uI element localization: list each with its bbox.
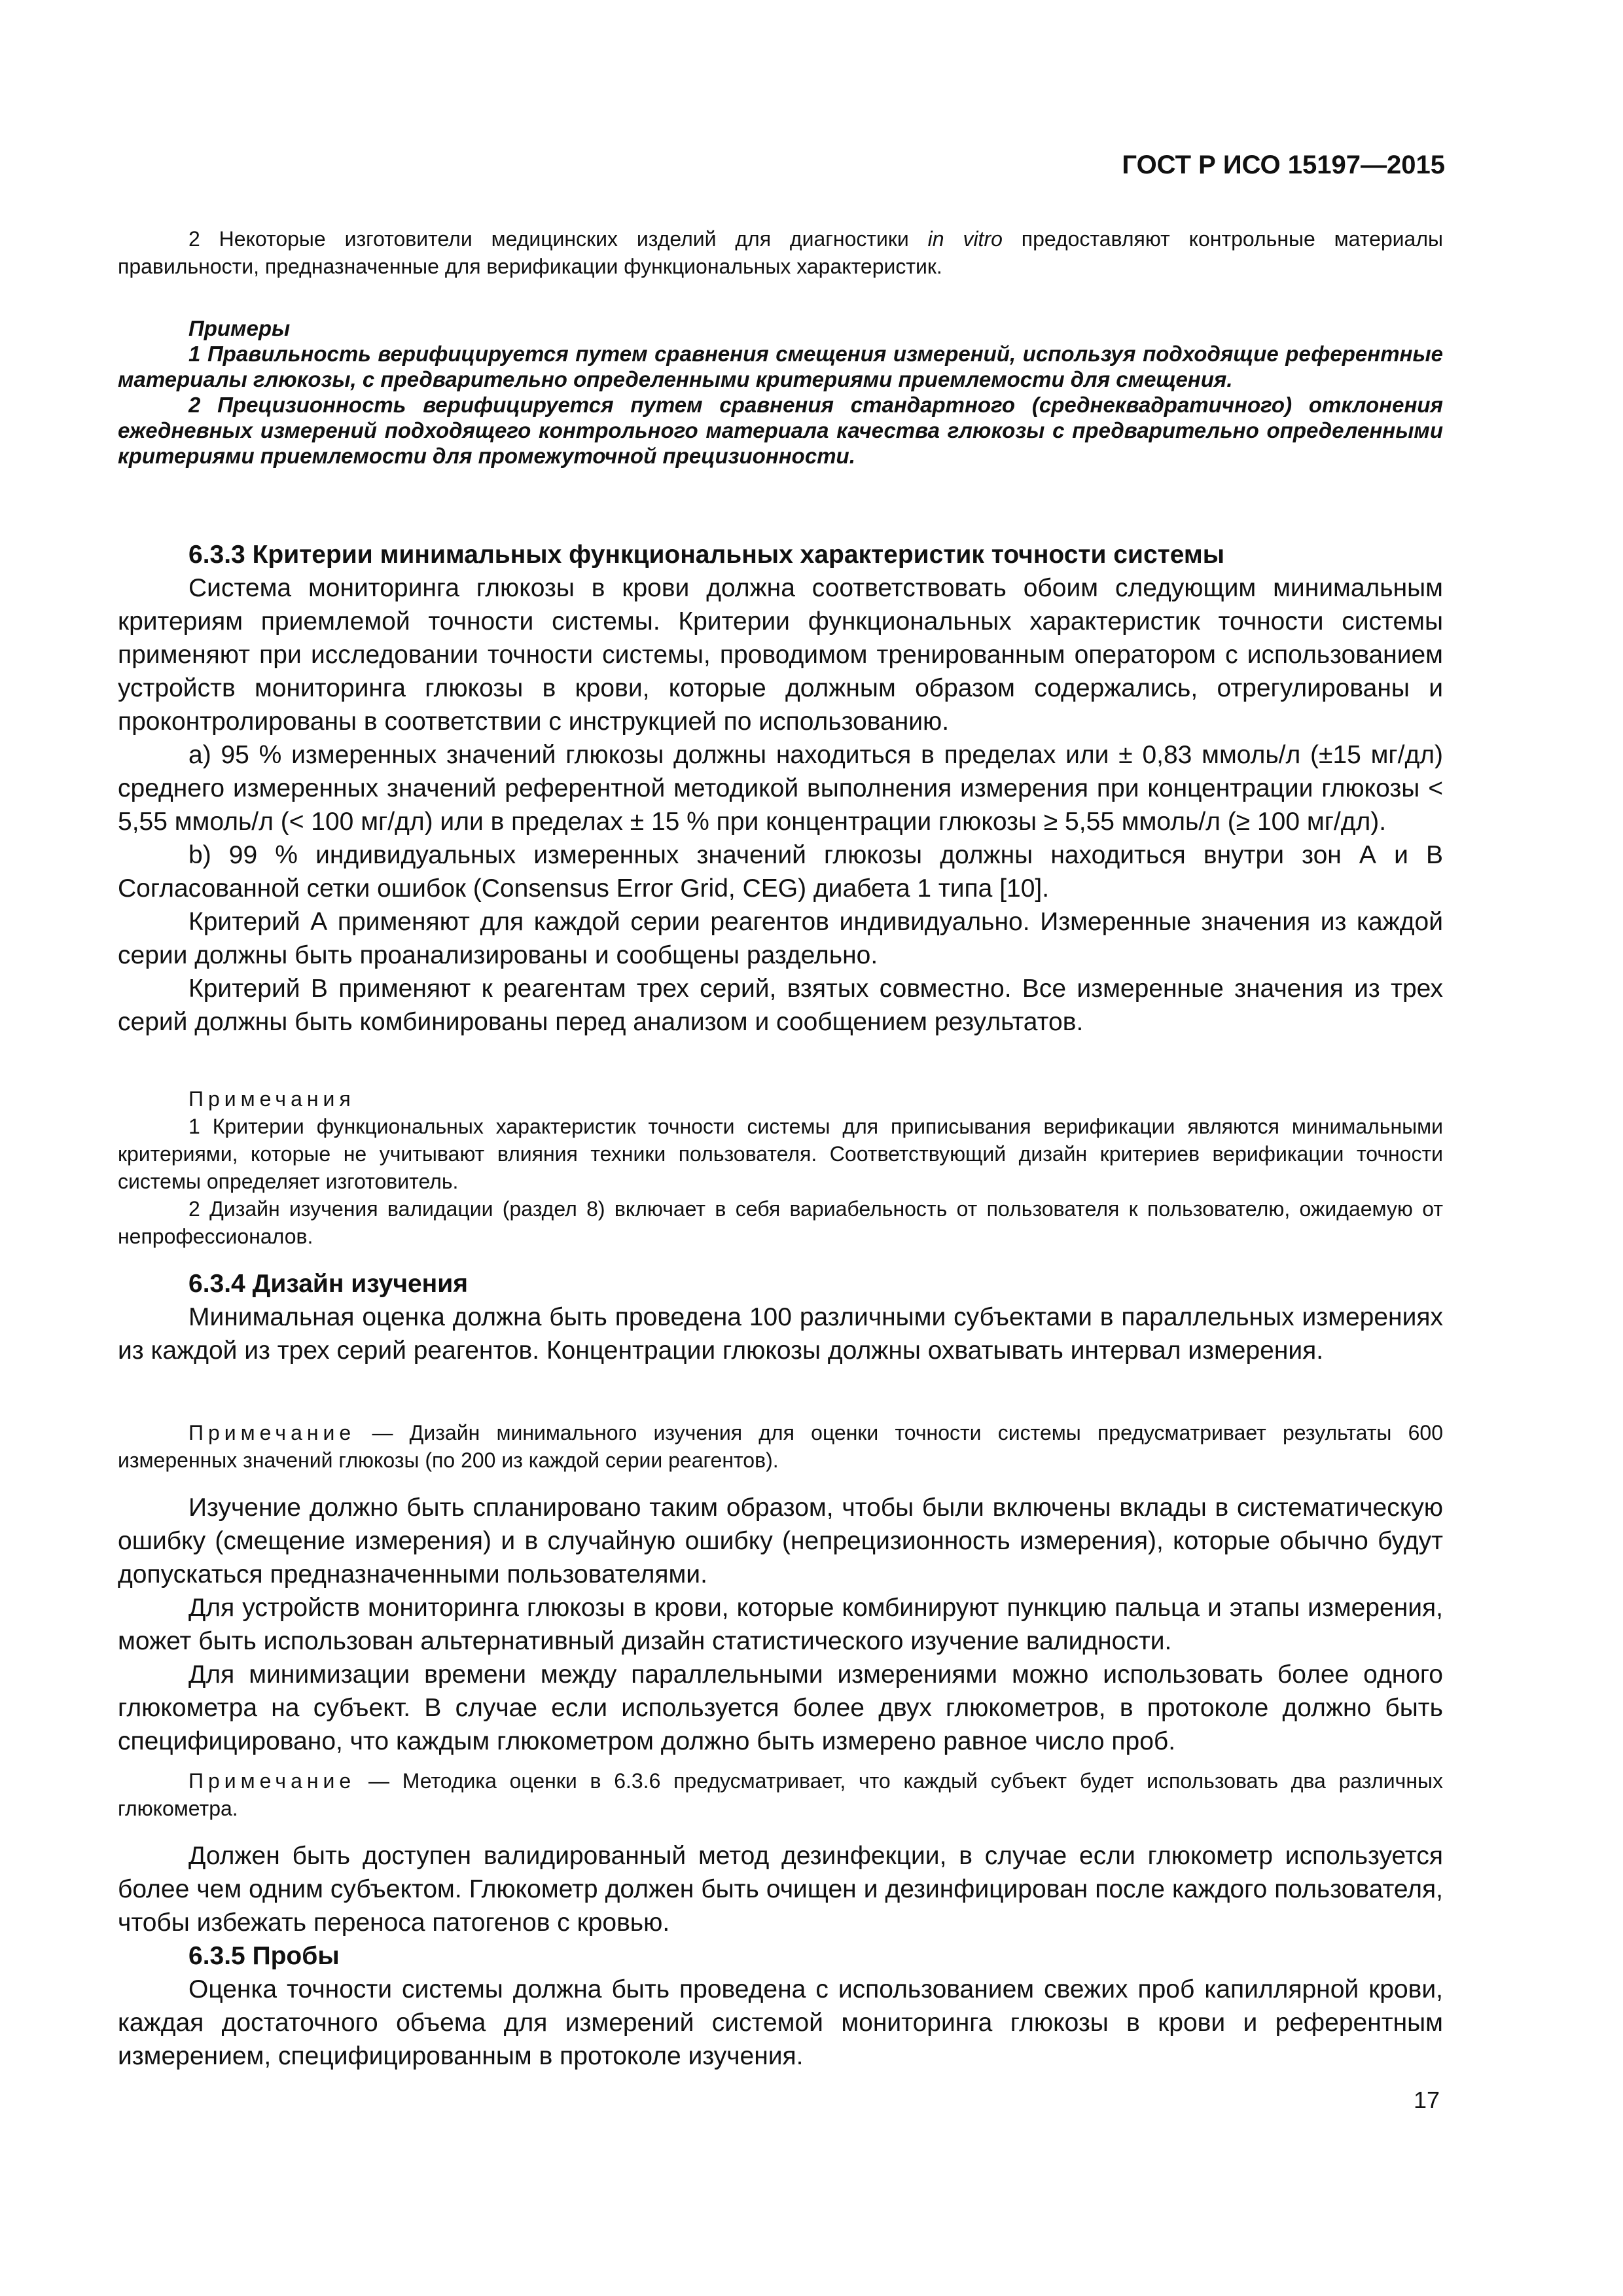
example-1: 1 Правильность верифицируется путем сравнения смещения измерений, используя подходящие референтные материалы глюкозы, с предварительно определенными критериями приемлемости для смещения. xyxy=(118,342,1443,391)
section-6-3-3 xyxy=(118,538,1443,1039)
section-6-3-4-tail xyxy=(118,1839,1443,2073)
paragraph: Минимальная оценка должна быть проведена 100 различными субъектами в параллельных измерениях из каждой из трех серий реагентов. Концентрации глюкозы должны охватывать интервал измерения. xyxy=(118,1303,1443,1365)
note-text: — Дизайн минимального изучения для оценки точности системы предусматривает результаты 600 измеренных значений глюкозы (по 200 из каждой серии реагентов). xyxy=(118,1421,1443,1472)
paragraph: Изучение должно быть спланировано таким образом, чтобы были включены вклады в систематическую ошибку (смещение измерения) и в случайную ошибку (непрецизионность измерения), которые обычно будут допускаться предназначенными пользователями. xyxy=(118,1494,1443,1588)
note-paragraph xyxy=(118,1419,1443,1474)
note-label: Примечание xyxy=(188,1769,356,1793)
note-paragraph xyxy=(118,1767,1443,1822)
section-6-3-4 xyxy=(118,1267,1443,1367)
section-heading: 6.3.3 Критерии минимальных функциональных характеристик точности системы xyxy=(188,541,1225,569)
paragraph: Оценка точности системы должна быть проведена с использованием свежих проб капиллярной крови, каждая достаточного объема для измерений системой мониторинга глюкозы в крови и референтным измерением, специфицированным в протоколе изучения. xyxy=(118,1975,1443,2070)
top-note-part2: предоставляют контрольные материалы правильности, предназначенные для верификации функциональных характеристик. xyxy=(118,227,1444,278)
section-heading-6-3-5: 6.3.5 Пробы xyxy=(188,1942,340,1970)
paragraph-criterion-b: Критерий В применяют к реагентам трех серий, взятых совместно. Все измеренные значения из трех серий должны быть комбинированы перед анализом и сообщением результатов. xyxy=(118,975,1443,1036)
top-note-part1: 2 Некоторые изготовители медицинских изделий для диагностики xyxy=(188,227,928,251)
section-heading: 6.3.4 Дизайн изучения xyxy=(188,1270,468,1298)
note-2: 2 Дизайн изучения валидации (раздел 8) включает в себя вариабельность от пользователя к пользователю, ожидаемую от непрофессионалов. xyxy=(118,1197,1443,1248)
paragraph: Система мониторинга глюкозы в крови должна соответствовать обоим следующим минимальным критериям приемлемой точности системы. Критерии функциональных характеристик точности системы применяют при исследовании точности системы, проводимом тренированным оператором с использованием устройств мониторинга глюкозы в крови, которые должным образом содержались, отрегулированы и проконтролированы в соответствии с инструкцией по использованию. xyxy=(118,574,1443,736)
section-6-3-4-note-2 xyxy=(118,1767,1443,1822)
paragraph: Для устройств мониторинга глюкозы в крови, которые комбинируют пункцию пальца и этапы измерения, может быть использован альтернативный дизайн статистического изучение валидности. xyxy=(118,1594,1443,1655)
note-1: 1 Критерии функциональных характеристик точности системы для приписывания верификации являются минимальными критериями, которые не учитывают влияния техники пользователя. Соответствующий дизайн критериев верификации точности системы определяет изготовитель. xyxy=(118,1115,1443,1193)
top-note-italic: in vitro xyxy=(927,227,1003,251)
paragraph-criterion-a: Критерий А применяют для каждой серии реагентов индивидуально. Измеренные значения из каждой серии должны быть проанализированы и сообщены раздельно. xyxy=(118,908,1443,969)
notes-title: Примечания xyxy=(188,1087,355,1111)
section-6-3-3-notes xyxy=(118,1085,1443,1250)
examples-block xyxy=(118,315,1443,469)
section-6-3-4-body xyxy=(118,1491,1443,1758)
example-2: 2 Прецизионность верифицируется путем сравнения стандартного (среднеквадратичного) отклонения ежедневных измерений подходящего контрольного материала качества глюкозы с предварительно определенными критериями приемлемости для промежуточной прецизионности. xyxy=(118,393,1443,468)
paragraph: Для минимизации времени между параллельными измерениями можно использовать более одного глюкометра на субъект. В случае если используется более двух глюкометров, в протоколе должно быть специфицировано, что каждым глюкометром должно быть измерено равное число проб. xyxy=(118,1660,1443,1755)
document-id-header: ГОСТ Р ИСО 15197—2015 xyxy=(1122,151,1445,179)
note-text: — Методика оценки в 6.3.6 предусматривает, что каждый субъект будет использовать два различных глюкометра. xyxy=(118,1769,1443,1820)
section-6-3-4-note-1 xyxy=(118,1419,1443,1474)
list-item-a: a) 95 % измеренных значений глюкозы должны находиться в пределах или ± 0,83 ммоль/л (±15 мг/дл) среднего измеренных значений референтной методикой выполнения измерения при концентрации глюкозы < 5,55 ммоль/л (< 100 мг/дл) или в пределах ± 15 % при концентрации глюкозы ≥ 5,55 ммоль/л (≥ 100 мг/дл). xyxy=(118,741,1443,836)
list-item-b: b) 99 % индивидуальных измеренных значений глюкозы должны находиться внутри зон А и В Согласованной сетки ошибок (Consensus Error Grid, CEG) диабета 1 типа [10]. xyxy=(118,841,1443,903)
examples-title: Примеры xyxy=(188,316,291,340)
paragraph: Должен быть доступен валидированный метод дезинфекции, в случае если глюкометр используется более чем одним субъектом. Глюкометр должен быть очищен и дезинфицирован после каждого пользователя, чтобы избежать переноса патогенов с кровью. xyxy=(118,1842,1443,1937)
top-note-paragraph xyxy=(118,225,1443,280)
top-note xyxy=(118,225,1443,280)
page-number: 17 xyxy=(1413,2087,1440,2113)
note-label: Примечание xyxy=(188,1421,356,1444)
